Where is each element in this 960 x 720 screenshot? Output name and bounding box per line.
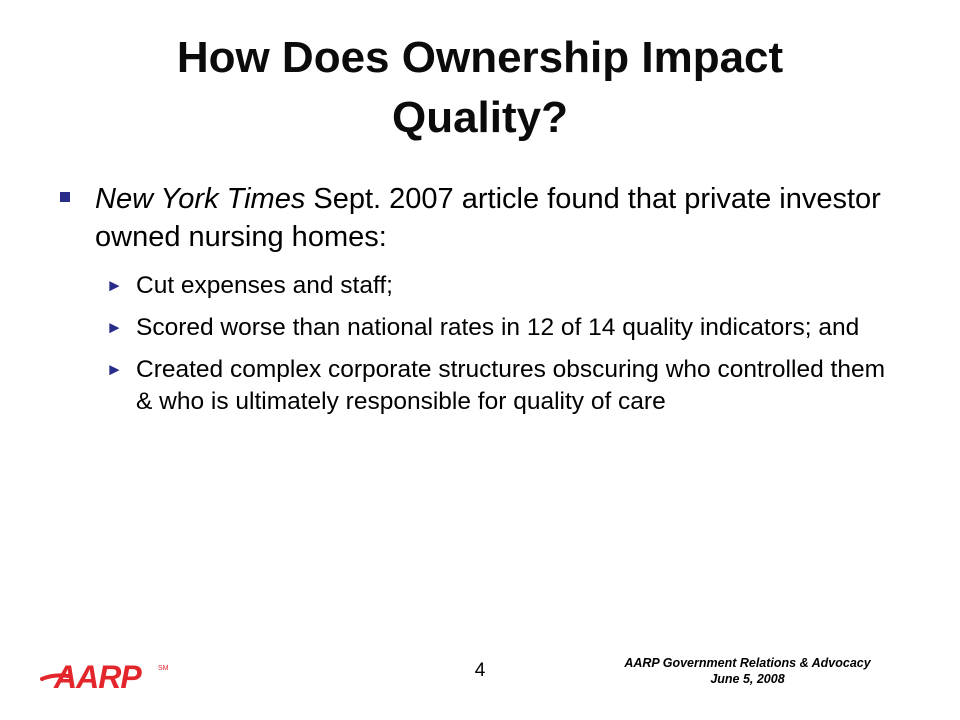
aarp-logo — [40, 655, 180, 700]
main-bullet-rest: Sept. 2007 article found that private investor owned nursing homes: — [95, 183, 881, 253]
triangle-bullet-icon: ► — [106, 360, 123, 379]
square-bullet-icon — [60, 192, 70, 202]
aarp-logo-text: AARP — [54, 659, 141, 695]
sub-bullet-text: Scored worse than national rates in 12 of 14 quality indicators; and — [136, 314, 860, 341]
sub-bullet-item — [106, 270, 906, 302]
slide-title — [60, 28, 900, 148]
sub-bullet-item — [106, 312, 906, 344]
footer-org-name: AARP Government Relations & Advocacy — [624, 656, 871, 670]
triangle-bullet-icon: ► — [106, 276, 123, 295]
sub-bullet-text: Created complex corporate structures obscuring who controlled them & who is ultimately responsible for quality of care — [136, 356, 885, 415]
sub-bullet-list — [106, 270, 906, 428]
aarp-logo-mark: SM — [158, 665, 169, 672]
sub-bullet-item — [106, 354, 906, 418]
footer-date: June 5, 2008 — [710, 672, 785, 686]
slide-title-line1: How Does Ownership Impact — [176, 33, 784, 82]
publication-name: New York Times — [95, 183, 306, 215]
main-bullet — [60, 180, 920, 256]
triangle-bullet-icon: ► — [106, 318, 123, 337]
footer-org-info — [610, 655, 885, 687]
sub-bullet-text: Cut expenses and staff; — [136, 272, 393, 299]
page-number: 4 — [474, 660, 486, 681]
main-bullet-text — [95, 180, 920, 256]
aarp-logo-icon — [40, 655, 180, 695]
slide-title-line2: Quality? — [391, 93, 569, 142]
